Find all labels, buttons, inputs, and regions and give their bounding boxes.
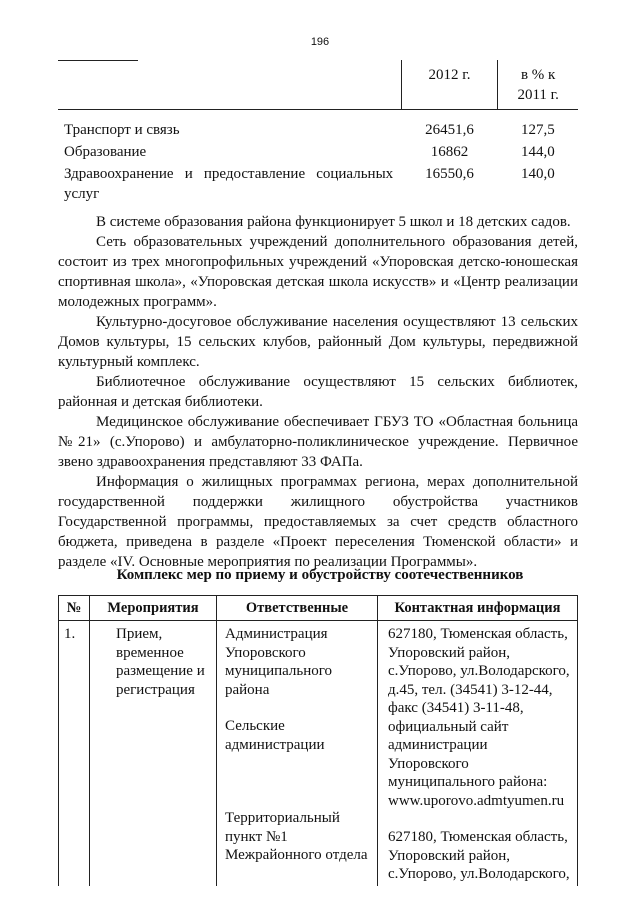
header-event: Мероприятия	[90, 596, 217, 621]
responsible-territorial-point: Территориальный пункт №1 Межрайонного отдела	[225, 810, 368, 863]
table-row	[58, 162, 578, 204]
row-percent: 127,5	[521, 122, 555, 138]
row-contact	[378, 621, 578, 886]
row-label: Здравоохранение и предоставление социальных услуг	[64, 166, 394, 202]
row-label: Образование	[64, 144, 147, 160]
measures-table	[58, 595, 578, 886]
paragraph-housing-programs: Информация о жилищных программах региона, мерах дополнительной государственной поддержки жилищного обустройства участников Государственной программы, предоставляемых за счет средств областного бюджета, приведена в разделе «Проект переселения Тюменской области» и разделе «IV. Основные мероприятия по реализации Программы».	[58, 474, 578, 570]
row-responsible	[217, 621, 378, 886]
responsible-rural-admins: Сельские администрации	[225, 718, 325, 753]
row-percent: 144,0	[521, 144, 555, 160]
header-percent-line2: 2011 г.	[517, 87, 559, 103]
responsible-admin: Администрация Упоровского муниципального района	[225, 626, 333, 698]
paragraph-additional-education: Сеть образовательных учреждений дополнительного образования детей, состоит из трех многопрофильных учреждений «Упоровская детско-юношеская спортивная школа», «Упоровская детская школа искусств» и «Центр реализации молодежных программ».	[58, 234, 578, 310]
row-event: Прием, временное размещение и регистрация	[90, 621, 217, 886]
paragraph-culture: Культурно-досуговое обслуживание населения осуществляют 13 сельских Домов культуры, 15 сельских клубов, районный Дом культуры, передвижной культурный комплекс.	[58, 314, 578, 370]
paragraph-education: В системе образования района функционирует 5 школ и 18 детских садов.	[96, 214, 571, 230]
paragraph-libraries: Библиотечное обслуживание осуществляют 15 сельских библиотек, районная и детская библиотеки.	[58, 374, 578, 410]
header-responsible: Ответственные	[217, 596, 378, 621]
header-contact: Контактная информация	[378, 596, 578, 621]
statistics-table	[58, 60, 578, 204]
page-number: 196	[310, 36, 330, 48]
row-num: 1.	[59, 621, 90, 886]
contact-territorial-point: 627180, Тюменская область, Упоровский район, с.Упорово, ул.Володарского,	[388, 829, 570, 882]
row-value: 16550,6	[425, 166, 474, 182]
paragraph-medical: Медицинское обслуживание обеспечивает ГБУЗ ТО «Областная больница №21» (с.Упорово) и амбулаторно-поликлиническое учреждение. Первичное звено здравоохранения представляют 33 ФАПа.	[58, 414, 578, 470]
row-value: 16862	[430, 144, 469, 160]
header-percent-line1: в % к	[520, 67, 556, 83]
measures-table-header	[59, 596, 578, 621]
table-row	[58, 110, 578, 141]
measures-heading: Комплекс мер по приему и обустройству соотечественников	[116, 567, 524, 583]
statistics-table-header	[58, 60, 578, 110]
contact-admin: 627180, Тюменская область, Упоровский район, с.Упорово, ул.Володарского, д.45, тел. (34541) 3-12-44, факс (34541) 3-11-48, официальный сайт администрации Упоровского муниципального района: www.uporovo.admtyumen.ru	[388, 626, 570, 809]
header-num: №	[59, 596, 90, 621]
table-row	[58, 140, 578, 162]
row-percent: 140,0	[521, 166, 555, 182]
header-percent	[498, 60, 578, 110]
header-year: 2012 г.	[401, 60, 498, 110]
row-label: Транспорт и связь	[64, 122, 180, 138]
row-value: 26451,6	[425, 122, 474, 138]
table-row	[59, 621, 578, 886]
